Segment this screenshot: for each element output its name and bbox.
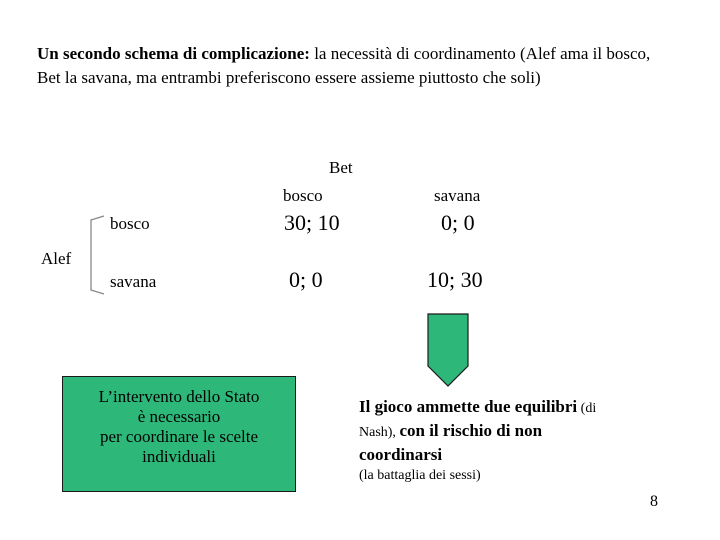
payoff-bosco-bosco: 30; 10 [284,210,340,235]
slide-title [37,42,677,90]
state-intervention-box [62,376,296,492]
box-line: individuali [142,447,216,466]
title-bold: Un secondo schema di complicazione: [37,44,310,63]
payoff-savana-savana: 10; 30 [427,267,483,292]
box-line: è necessario [137,407,221,426]
row-player-label: Alef [41,249,72,268]
down-arrow-icon [424,308,472,390]
box-line: per coordinare le scelte [99,427,259,446]
note-bold-1: Il gioco ammette due equilibri [359,397,578,416]
payoff-savana-bosco: 0; 0 [289,267,323,292]
box-line: L’intervento dello Stato [98,387,260,406]
col-player-label: Bet [329,158,353,177]
payoff-bosco-savana: 0; 0 [441,210,475,235]
col-option-savana: savana [434,186,481,205]
equilibria-note [359,396,619,486]
title-rest: la necessità di coordinamento (Alef ama il bosco, Bet la savana, ma entrambi preferiscono essere assieme piuttosto che soli) [37,44,651,87]
note-sub: (la battaglia dei sessi) [359,468,481,483]
row-option-savana: savana [110,272,157,291]
col-option-bosco: bosco [283,186,323,205]
page-number: 8 [650,493,658,510]
note-small: (di Nash), [359,401,597,440]
note-bold-2: con il rischio di non coordinarsi [359,421,543,464]
row-option-bosco: bosco [110,214,150,233]
